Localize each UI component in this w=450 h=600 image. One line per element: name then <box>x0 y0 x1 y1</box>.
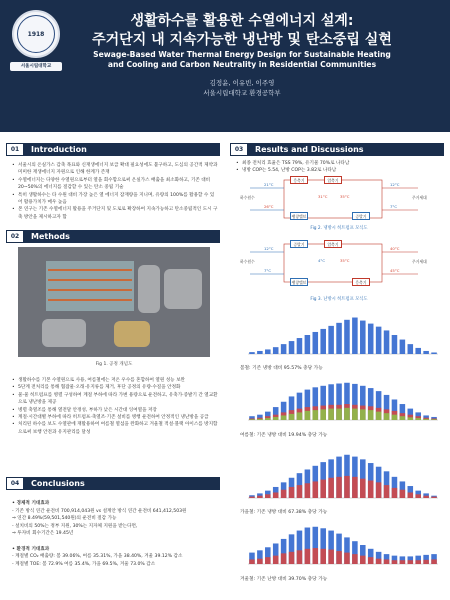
bar <box>273 492 279 498</box>
bar <box>249 559 255 564</box>
heat-temp: 40°C <box>390 246 400 251</box>
bar <box>360 409 366 420</box>
bar <box>320 329 326 354</box>
caption-summer: 여름철: 기존 냉방 대비 19.94% 충당 가능 <box>240 433 328 438</box>
bar <box>249 352 255 354</box>
heat-temp: 4°C <box>318 258 325 263</box>
title-korean-line2: 주거단지 내 지속가능한 냉난방 및 탄소중립 실현 <box>92 32 392 48</box>
section-header-results <box>230 143 444 156</box>
bar <box>352 477 358 498</box>
cool-temp: 35°C <box>340 194 350 199</box>
conclusion-line: - 계절별 CO₂ 배출량: 봄 39.06%, 여름 35.31%, 가을 38.40%, 겨울 39.12% 감소 <box>12 554 183 560</box>
bullet-item: • 서울시의 온실가스 감축 목표와 신재생에너지 보급 확대 필요성에도 불구하고, 도심의 공간적 제약과 미미한 재생에너지 자원으로 인해 한계가 존재 <box>12 162 218 177</box>
heat-node-condenser: 응축기 <box>352 278 370 286</box>
heat-node-evaporator: 증발기 <box>290 240 308 248</box>
bar <box>360 556 366 564</box>
bar <box>408 417 414 420</box>
bar <box>257 496 263 498</box>
bar <box>368 410 374 420</box>
cool-node-compressor: 압축기 <box>324 176 342 184</box>
heat-temp: 12°C <box>264 246 274 251</box>
conclusion-line: ⇒ 투자비 회수기간은 19.45년 <box>12 531 74 537</box>
bar <box>384 413 390 420</box>
bar <box>384 485 390 498</box>
bar <box>431 419 437 420</box>
bar <box>328 550 334 564</box>
bar <box>368 557 374 564</box>
bar <box>392 488 398 498</box>
heating-heat-pump-diagram <box>240 238 430 288</box>
bar <box>281 344 287 354</box>
bullet-item: • 5단계 전처리를 통해 협잡물·오래·유지류를 제거, 후단 공정의 유량·수질을 안정화 <box>12 384 218 391</box>
bar <box>265 494 271 498</box>
bar <box>265 557 271 564</box>
fig1-caption: Fig 1. 공정 개념도 <box>95 362 133 367</box>
bar <box>289 552 295 564</box>
cool-temp: 31°C <box>318 194 328 199</box>
bar <box>313 548 319 564</box>
bar <box>281 415 287 420</box>
bar <box>423 496 429 498</box>
bullet-item: • 병렬 축열조를 통해 열전달 안정성, 부하가 낮은 시간대 잉여열을 저장 <box>12 407 218 414</box>
conclusion-line: • 경제적 기대효과 <box>12 501 50 506</box>
bar <box>297 338 303 354</box>
bar <box>400 340 406 354</box>
bar <box>336 477 342 498</box>
bar <box>392 415 398 420</box>
section-header-conclusions <box>6 477 220 490</box>
bar <box>320 480 326 498</box>
bar <box>400 560 406 564</box>
bullet-item: • 수열에너지는 다양한 수열원으로부터 열을 회수함으로써 온실가스 배출을 최소화하고, 기존 대비 20~50%의 에너지를 절감할 수 있는 탄소 중립 기술 <box>12 177 218 192</box>
cool-node-evaporator: 증발기 <box>352 212 370 220</box>
cool-node-condenser: 응축기 <box>290 176 308 184</box>
heat-right-label: 주거세대 <box>412 259 427 264</box>
bar <box>392 560 398 564</box>
section-number: 02 <box>7 231 23 242</box>
conclusion-line: - 계절별 TOE: 봄 72.9% 여름 35.4%, 가을 69.5%, 겨울 73.0% 감소 <box>12 561 156 567</box>
process-photo <box>18 247 210 357</box>
title-korean-line1: 생활하수를 활용한 수열에너지 설계: <box>130 13 354 29</box>
fig2-caption: Fig 2. 냉방시 히트펌프 모식도 <box>310 226 368 231</box>
bar <box>408 560 414 564</box>
bar <box>423 351 429 354</box>
bullet-item: • 생활하수를 기본 수열원으로 사용, 여름철에는 저온 우수를 혼합하여 열원 성능 보완 <box>12 377 218 384</box>
conclusion-line: - 기존 방식 연간 운전비 700,914,043원 vs 설계안 방식 연간 운전비 641,412,503원 <box>12 508 187 514</box>
caption-autumn: 가을철: 기존 냉방 대비 67.38% 충당 가능 <box>240 510 328 515</box>
bar <box>352 554 358 564</box>
bar <box>320 549 326 564</box>
bar <box>415 348 421 354</box>
bar <box>415 494 421 498</box>
storage-tank <box>138 265 160 313</box>
bar <box>423 419 429 420</box>
bar <box>336 323 342 354</box>
bullet-item: • 특히 생활하수는 타 수원 대비 가장 높은 열 에너지 잠재량을 지니며, 유량의 100%를 활용할 수 있어 활용가치가 매우 높음 <box>12 192 218 207</box>
cool-temp: 12°C <box>390 182 400 187</box>
bar <box>336 551 342 564</box>
bar <box>265 349 271 354</box>
bar <box>376 482 382 498</box>
bar <box>257 351 263 354</box>
bar <box>352 409 358 420</box>
cool-node-valve: 팽창밸브 <box>291 214 307 219</box>
logo-text: 서울시립대학교 <box>10 62 62 71</box>
cool-right-label: 주거세대 <box>412 195 427 200</box>
bar <box>313 481 319 498</box>
cooling-heat-pump-diagram <box>240 176 430 222</box>
bar <box>305 483 311 498</box>
bullet-item: • 처리된 하수를 보도 수열관에 재활용하여 여름철 열섬을 완화하고 겨울철 적설·블랙 아이스를 방지함으로써 보행 안전과 유지관리를 달성 <box>12 421 218 436</box>
conclusion-line: • 환경적 기대효과 <box>12 546 50 552</box>
section-title: Results and Discussions <box>255 145 364 154</box>
bar <box>320 409 326 420</box>
heat-temp: 35°C <box>340 258 350 263</box>
bar <box>305 549 311 564</box>
poster-header <box>0 0 450 132</box>
bar <box>328 478 334 498</box>
bar <box>384 559 390 564</box>
bar <box>352 318 358 354</box>
cool-temp: 26°C <box>264 204 274 209</box>
caption-spring: 봄철: 기존 냉방 대비 95.57% 충당 가능 <box>240 366 323 371</box>
section-number: 03 <box>231 144 247 155</box>
caption-winter: 겨울철: 기존 난방 대비 39.70% 충당 가능 <box>240 577 328 582</box>
bar <box>249 419 255 420</box>
bar <box>328 409 334 420</box>
bar <box>344 476 350 498</box>
bar <box>400 490 406 498</box>
bullet-item: • 물-물 히트펌프를 병렬 구성하여 계절 부하에 따라 가변 용량으로 운전하고, 유축가·증발기 간 열교환으로 냉난방을 제공 <box>12 392 218 407</box>
bar <box>415 560 421 564</box>
chart-autumn <box>236 446 442 506</box>
bar <box>376 559 382 564</box>
bar <box>431 497 437 498</box>
heat-temp: 7°C <box>264 268 271 273</box>
chart-summer <box>236 376 442 428</box>
bar <box>431 352 437 354</box>
affiliation: 서울시립대학교 환경공학부 <box>203 89 281 97</box>
results-bullets <box>236 160 442 175</box>
bar <box>281 490 287 498</box>
heat-node-compressor: 압축기 <box>324 240 342 248</box>
bar <box>305 335 311 354</box>
bar <box>344 408 350 420</box>
bar <box>313 410 319 420</box>
bar <box>344 553 350 564</box>
bar <box>289 487 295 498</box>
section-number: 01 <box>7 144 23 155</box>
bar <box>273 556 279 564</box>
bar <box>289 341 295 354</box>
bar <box>297 550 303 564</box>
heat-node-valve: 팽창밸브 <box>291 280 307 285</box>
section-title: Introduction <box>31 145 87 154</box>
bar <box>376 412 382 420</box>
bar <box>305 411 311 420</box>
bar <box>408 344 414 354</box>
pretreatment-unit <box>42 319 86 347</box>
methods-bullets <box>12 377 218 436</box>
bar <box>415 418 421 420</box>
chart-winter <box>236 520 442 572</box>
bullet-item: • 본 연구는 기존 수열에너지 활용을 주거단지 및 도로로 확장하여 지속가능하고 탄소중립적인 도시 구축 방안을 제시하고자 함 <box>12 206 218 221</box>
bar <box>257 559 263 564</box>
bar <box>360 479 366 498</box>
bar <box>392 335 398 354</box>
university-logo <box>12 10 60 58</box>
bar <box>423 560 429 564</box>
bar <box>257 419 263 420</box>
conclusion-line: - 설치비의 50%는 정부 지원, 30%는 지자체 지원을 받는다면, <box>12 523 138 529</box>
bar <box>336 409 342 420</box>
bar <box>297 485 303 498</box>
bar <box>408 492 414 498</box>
logo-year: 1918 <box>27 30 45 38</box>
bullet-item: • 최종 전처리 효율은 TSS 79%, 유기물 70%로 나타남 <box>236 160 442 167</box>
heat-left-label: 하수원수 <box>240 259 255 264</box>
fig3-caption: Fig 3. 난방시 히트펌프 모식도 <box>310 297 368 302</box>
bar <box>313 332 319 354</box>
section-title: Conclusions <box>31 479 85 488</box>
bullet-item: • 냉방 COP는 5.54, 난방 COP는 3.82로 나타남 <box>236 167 442 174</box>
bar <box>289 414 295 420</box>
heat-pump-unit <box>164 269 202 309</box>
bar <box>265 418 271 420</box>
bar <box>297 412 303 420</box>
bar <box>344 320 350 354</box>
heat-temp: 45°C <box>390 268 400 273</box>
bar <box>273 417 279 420</box>
bar <box>273 347 279 354</box>
cool-temp: 7°C <box>390 204 397 209</box>
section-header-methods <box>6 230 220 243</box>
bar <box>431 559 437 564</box>
sewage-basin <box>114 321 150 347</box>
conclusions-text <box>12 500 218 568</box>
bar <box>368 481 374 498</box>
bar <box>384 330 390 354</box>
conclusion-line <box>12 538 218 546</box>
cool-temp: 21°C <box>264 182 274 187</box>
bar <box>376 327 382 354</box>
introduction-bullets <box>12 162 218 221</box>
section-header-introduction <box>6 143 220 156</box>
section-title: Methods <box>31 232 70 241</box>
authors: 김정윤, 이유빈, 이주영 <box>209 79 275 87</box>
bar <box>368 324 374 354</box>
conclusion-line: ⇒ 연간 8.49%(59,501,540원)의 운전비 절감 가능 <box>12 516 117 522</box>
title-english-line2: and Cooling and Carbon Neutrality in Residential Communities <box>107 60 377 69</box>
bar <box>281 553 287 564</box>
bar <box>249 497 255 498</box>
bar <box>400 416 406 420</box>
bar <box>360 321 366 354</box>
bar <box>328 326 334 354</box>
chart-spring <box>236 310 442 362</box>
bullet-item: • 계절·시간대별 부하에 따라 히트펌프·축열조·기존 설비를 병행 운전하여 안정적인 냉난방을 공급 <box>12 414 218 421</box>
title-english-line1: Sewage-Based Water Thermal Energy Design for Sustainable Heating <box>93 50 391 59</box>
cool-left-label: 하수원수 <box>240 195 255 200</box>
section-number: 04 <box>7 478 23 489</box>
